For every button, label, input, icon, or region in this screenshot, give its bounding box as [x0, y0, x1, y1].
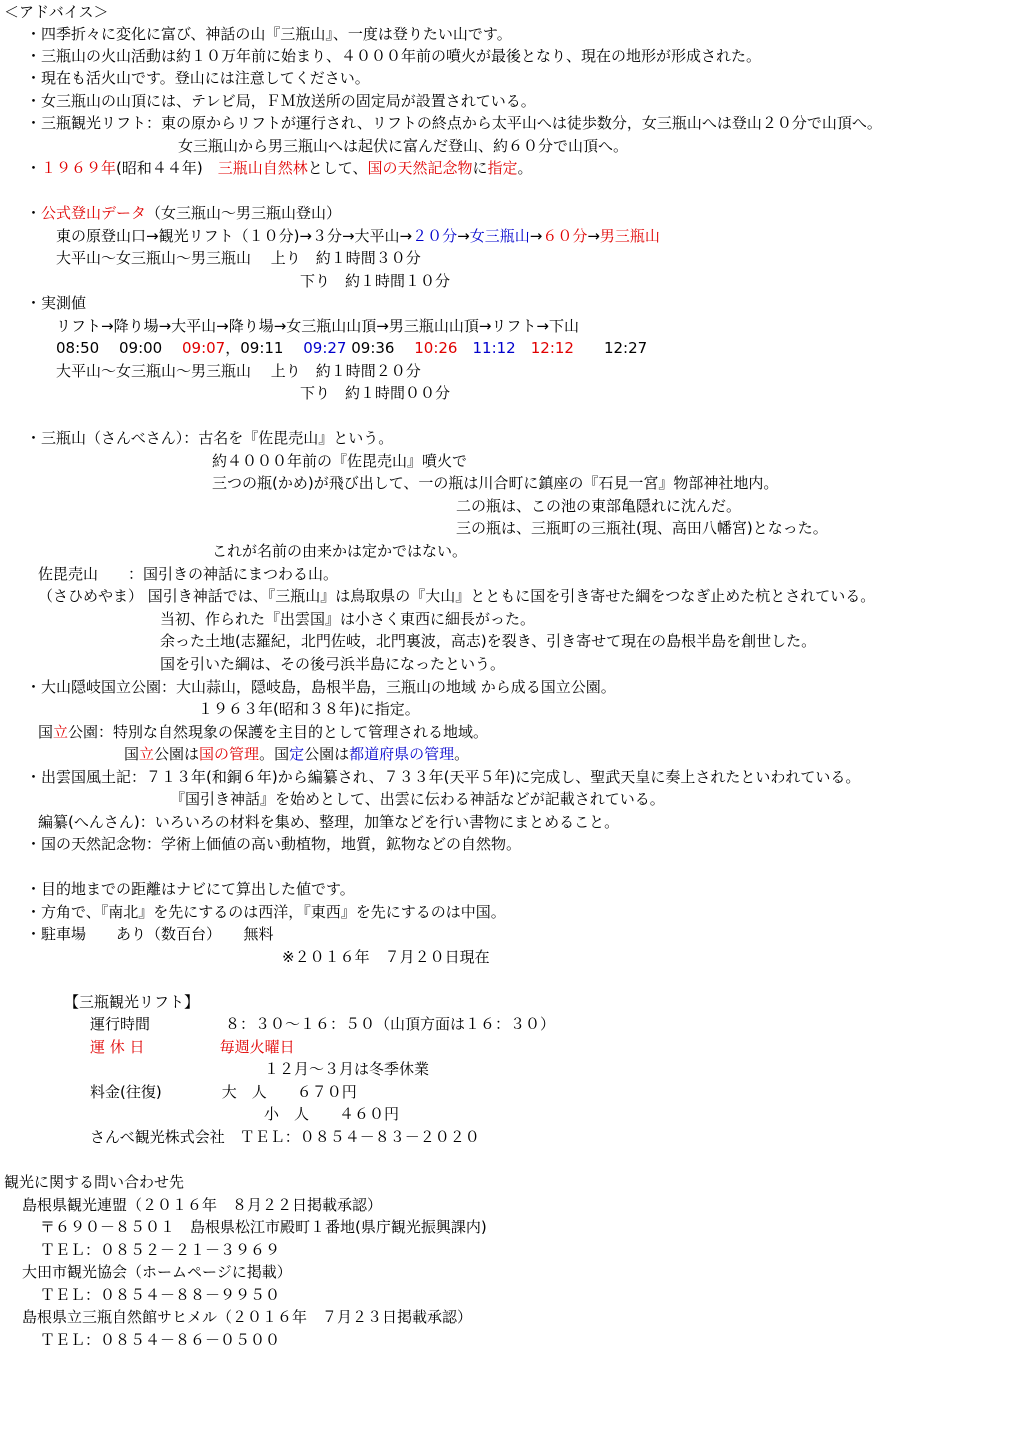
highlight-text: 国の天然記念物 [367, 159, 473, 177]
text-segment: 12:27 [573, 339, 648, 357]
text-segment: 下り 約１時間００分 [300, 384, 451, 402]
text-line [40, 1330, 280, 1352]
text-line [456, 518, 828, 540]
text-segment: 『国引き神話』を始めとして、出雲に伝わる神話などが記載されている。 [170, 790, 665, 808]
text-line [282, 947, 490, 969]
text-segment: 編纂(へんさん)：いろいろの材料を集め、整理，加筆などを行い書物にまとめること。 [38, 813, 620, 831]
text-line [56, 338, 647, 360]
text-segment: 下り 約１時間１０分 [300, 272, 451, 290]
text-segment: ＜アドバイス＞ [4, 3, 109, 21]
text-segment: （女三瓶山～男三瓶山登山） [146, 204, 342, 222]
text-line [64, 992, 199, 1014]
text-segment: に [472, 159, 488, 177]
text-line [4, 2, 109, 24]
highlight-text: 12:12 [530, 339, 574, 357]
highlight-text: ２０分 [412, 227, 458, 245]
text-segment: さんべ観光株式会社 ＴＥＬ：０８５４－８３－２０２０ [90, 1128, 480, 1146]
text-segment: 大平山～女三瓶山～男三瓶山 上り 約１時間２０分 [56, 362, 421, 380]
text-segment: ・方角で、『南北』を先にするのは西洋，『東西』を先にするのは中国。 [26, 903, 506, 921]
text-segment: （さひめやま） 国引き神話では、『三瓶山』は鳥取県の『大山』とともに国を引き寄せた綱をつなぎ止めた杭とされている。 [38, 587, 876, 605]
text-segment: 佐毘売山 ：国引きの神話にまつわる山。 [38, 565, 339, 583]
text-segment: 。 [454, 745, 470, 763]
text-line [26, 158, 533, 180]
highlight-text: １９６９年 [41, 159, 117, 177]
text-line [90, 1127, 480, 1149]
text-line [40, 1240, 280, 1262]
text-segment: ・出雲国風土記：７１３年(和銅６年)から編纂され、７３３年(天平５年)に完成し、聖武天皇に奏上されたといわれている。 [26, 768, 861, 786]
text-line [22, 1195, 382, 1217]
text-segment: 〒６９０－８５０１ 島根県松江市殿町１番地(県庁観光振興課内) [40, 1218, 487, 1236]
highlight-text: 女三瓶山 [469, 227, 530, 245]
text-line [160, 631, 816, 653]
text-line [26, 24, 512, 46]
text-segment: 公園は [304, 745, 350, 763]
text-line [26, 91, 536, 113]
text-segment: これが名前の由来かは定かではない。 [212, 542, 468, 560]
highlight-text: 立 [53, 723, 69, 741]
text-segment [457, 339, 472, 357]
highlight-text: 男三瓶山 [599, 227, 660, 245]
text-line [124, 744, 469, 766]
text-line [170, 789, 665, 811]
text-line [40, 1217, 487, 1239]
text-segment: 余った土地(志羅紀，北門佐岐，北門裏波，高志)を裂き、引き寄せて現在の島根半島を創世した。 [160, 632, 817, 650]
text-line [300, 383, 450, 405]
text-line [90, 1082, 357, 1104]
highlight-text: 三瓶山自然林 [217, 159, 308, 177]
text-line [38, 812, 619, 834]
text-segment: 国 [38, 723, 54, 741]
highlight-text: 立 [139, 745, 155, 763]
text-segment: として、 [307, 159, 368, 177]
highlight-text: ６０分 [542, 227, 588, 245]
text-line [264, 1059, 429, 1081]
text-line [160, 609, 535, 631]
text-line [26, 428, 393, 450]
text-line [22, 1307, 472, 1329]
text-segment: １２月～３月は冬季休業 [264, 1060, 430, 1078]
text-line [38, 722, 488, 744]
highlight-text: 毎週火曜日 [219, 1038, 295, 1056]
text-segment: 【三瓶観光リフト】 [64, 993, 200, 1011]
text-line [38, 564, 338, 586]
text-line [212, 541, 467, 563]
text-segment: ・駐車場 あり（数百台） 無料 [26, 925, 274, 943]
text-line [26, 203, 341, 225]
text-segment: ，09:11 [225, 339, 304, 357]
text-segment: ・三瓶観光リフト：東の原からリフトが運行され、リフトの終点から太平山へは徒歩数分，女三瓶山へは登山２０分で山頂へ。 [26, 114, 882, 132]
text-line [26, 46, 761, 68]
text-line [4, 1172, 184, 1194]
text-line [26, 834, 521, 856]
highlight-text: 公式登山データ [41, 204, 147, 222]
text-line [26, 902, 506, 924]
text-segment: ・ [26, 159, 42, 177]
text-line [26, 677, 616, 699]
highlight-text: 09:27 [303, 339, 347, 357]
highlight-text: 11:12 [472, 339, 516, 357]
text-segment: ・ [26, 204, 42, 222]
text-segment: 。 [517, 159, 533, 177]
text-segment: 公園は [154, 745, 200, 763]
text-segment: ・実測値 [26, 294, 87, 312]
text-segment: ・大山隠岐国立公園：大山蒜山，隠岐島，島根半島，三瓶山の地域 から成る国立公園。 [26, 678, 616, 696]
text-segment: ＴＥＬ：０８５４－８６－０５００ [40, 1331, 281, 1349]
text-line [456, 496, 741, 518]
text-segment: ・女三瓶山の山頂には、テレビ局，ＦＭ放送所の固定局が設置されている。 [26, 92, 536, 110]
text-line [178, 136, 628, 158]
text-segment: ・三瓶山（さんべさん）：古名を『佐毘売山』という。 [26, 429, 394, 447]
text-segment: ・国の天然記念物：学術上価値の高い動植物，地質，鉱物などの自然物。 [26, 835, 522, 853]
text-segment: 当初、作られた『出雲国』は小さく東西に細長がった。 [160, 610, 536, 628]
text-line [26, 879, 355, 901]
text-line [90, 1037, 295, 1059]
text-line [38, 586, 875, 608]
text-segment: 観光に関する問い合わせ先 [4, 1173, 185, 1191]
text-segment: ・現在も活火山です。登山には注意してください。 [26, 69, 370, 87]
text-line [198, 699, 420, 721]
text-segment: 島根県立三瓶自然館サヒメル（２０１６年 ７月２３日掲載承認） [22, 1308, 473, 1326]
highlight-text: 国の管理 [199, 745, 260, 763]
text-line [22, 1262, 292, 1284]
text-line [26, 113, 882, 135]
text-segment: ・三瓶山の火山活動は約１０万年前に始まり、４０００年前の噴火が最後となり、現在の地形が形成された。 [26, 47, 762, 65]
text-segment: 約４０００年前の『佐毘売山』噴火で [212, 452, 468, 470]
text-line [212, 473, 778, 495]
text-segment: 国を引いた綱は、その後弓浜半島になったという。 [160, 655, 506, 673]
text-segment: 女三瓶山から男三瓶山へは起伏に富んだ登山、約６０分で山頂へ。 [178, 137, 629, 155]
text-segment: → [529, 227, 543, 245]
text-segment: １９６３年(昭和３８年)に指定。 [198, 700, 420, 718]
text-line [26, 293, 86, 315]
highlight-text: 10:26 [414, 339, 458, 357]
text-segment: 二の瓶は、この池の東部亀隠れに沈んだ。 [456, 497, 742, 515]
text-segment: 小 人 ４６０円 [264, 1105, 400, 1123]
text-line [212, 451, 467, 473]
text-segment: リフト→降り場→大平山→降り場→女三瓶山山頂→男三瓶山山頂→リフト→下山 [56, 317, 579, 335]
text-line [160, 654, 505, 676]
text-segment: 運行時間 ８：３０～１６：５０（山頂方面は１６：３０） [90, 1015, 556, 1033]
highlight-text: 指定 [487, 159, 518, 177]
text-line [90, 1014, 555, 1036]
text-segment: 。国 [259, 745, 290, 763]
text-line [56, 361, 421, 383]
highlight-text: 都道府県の管理 [349, 745, 455, 763]
text-segment: (昭和４４年) [116, 159, 218, 177]
text-segment: 三つの瓶(かめ)が飛び出して、一の瓶は川合町に鎮座の『石見一宮』物部神社地内。 [212, 474, 779, 492]
text-segment: 08:50 09:00 [56, 339, 182, 357]
text-segment: ※２０１６年 ７月２０日現在 [282, 948, 490, 966]
highlight-text: 09:07 [182, 339, 226, 357]
text-segment: 料金(往復) 大 人 ６７０円 [90, 1083, 357, 1101]
text-segment: 09:36 [346, 339, 415, 357]
text-segment: ・四季折々に変化に富び、神話の山『三瓶山』、一度は登りたい山です。 [26, 25, 512, 43]
text-line [26, 767, 860, 789]
text-segment: 国 [124, 745, 140, 763]
text-segment: 大平山～女三瓶山～男三瓶山 上り 約１時間３０分 [56, 249, 421, 267]
highlight-text: 定 [289, 745, 305, 763]
text-line [56, 248, 421, 270]
text-segment: 東の原登山口→観光リフト（１０分)→３分→大平山→ [56, 227, 413, 245]
text-line [300, 271, 450, 293]
text-line [56, 226, 660, 248]
text-segment: → [587, 227, 600, 245]
text-segment: ＴＥＬ：０８５２－２１－３９６９ [40, 1241, 281, 1259]
text-line [26, 924, 274, 946]
text-line [56, 316, 579, 338]
text-segment: 公園：特別な自然現象の保護を主目的として管理される地域。 [68, 723, 489, 741]
text-segment [516, 339, 531, 357]
text-segment: 大田市観光協会（ホームページに掲載） [22, 1263, 292, 1281]
text-line [26, 68, 370, 90]
text-segment: → [457, 227, 470, 245]
text-line [40, 1285, 280, 1307]
text-segment: ＴＥＬ：０８５４－８８－９９５０ [40, 1286, 281, 1304]
text-segment: ・目的地までの距離はナビにて算出した値です。 [26, 880, 355, 898]
highlight-text: 運 休 日 [90, 1038, 145, 1056]
text-segment [145, 1038, 220, 1056]
text-segment: 島根県観光連盟（２０１６年 ８月２２日掲載承認） [22, 1196, 383, 1214]
text-segment: 三の瓶は、三瓶町の三瓶社(現、高田八幡宮)となった。 [456, 519, 828, 537]
text-line [264, 1104, 399, 1126]
